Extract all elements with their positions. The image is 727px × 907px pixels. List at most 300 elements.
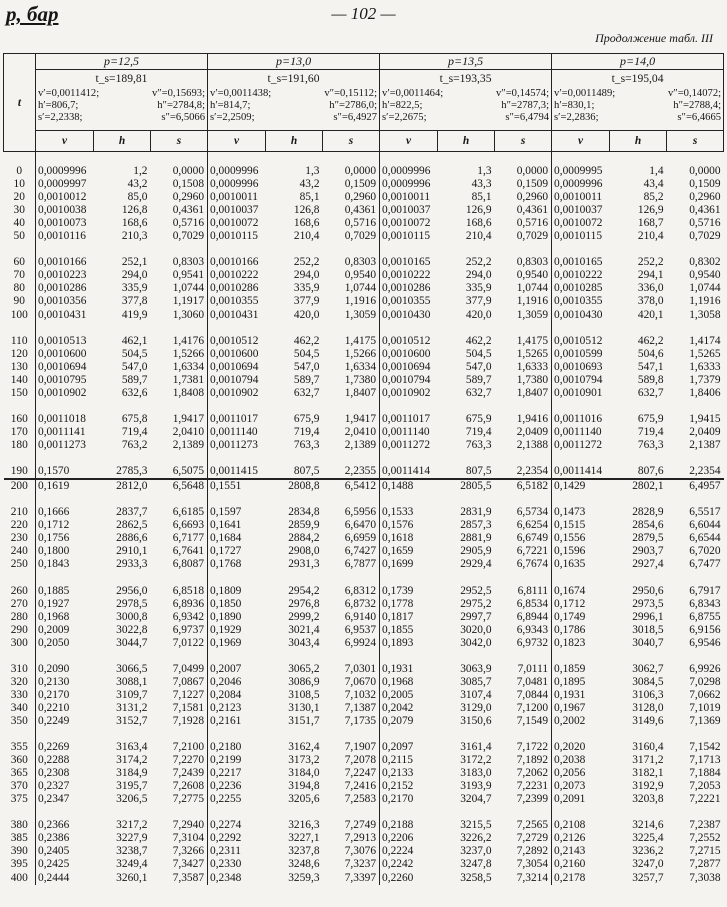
v-value-cell: 0,0010037 <box>380 204 438 217</box>
v-value-cell: 0,2050 <box>36 637 94 650</box>
saturation-info-3 <box>380 70 552 131</box>
s-value-cell: 1,6334 <box>344 360 377 373</box>
h-value-cell: 3204,7 <box>460 793 492 806</box>
table-row <box>4 793 724 806</box>
temperature-cell: 150 <box>4 387 36 400</box>
v-value-cell: 0,2249 <box>36 715 94 728</box>
h-value-cell: 3184,0 <box>288 767 320 780</box>
h-value-cell: 335,9 <box>121 282 148 295</box>
s-value-cell: 6,7917 <box>689 584 721 597</box>
v-value-cell: 0,0009996 <box>208 165 266 178</box>
temperature-cell: 355 <box>4 741 36 754</box>
page-number: — 102 — <box>331 4 396 23</box>
v-value-cell: 0,2188 <box>380 819 438 832</box>
s-value-cell: 7,1735 <box>344 714 377 727</box>
v-double-prime: v″=0,15112; <box>324 88 378 99</box>
s-value-cell: 7,2387 <box>689 819 721 832</box>
h-value-cell: 2954,2 <box>288 584 320 597</box>
s-value-cell: 6,9546 <box>689 636 721 649</box>
v-value-cell: 0,1699 <box>380 558 438 571</box>
temperature-cell: 220 <box>4 519 36 532</box>
s-column-header: s <box>495 131 552 152</box>
h-value-cell: 85,1 <box>471 191 492 204</box>
s-value-cell: 6,5412 <box>344 480 377 493</box>
v-value-cell: 0,2292 <box>208 832 266 845</box>
h-value-cell: 43,3 <box>471 178 492 191</box>
h-value-cell: 2927,4 <box>632 558 664 571</box>
h-value-cell: 3042,0 <box>460 636 492 649</box>
s-value-cell: 1,9417 <box>344 412 377 425</box>
h-value-cell: 3247,0 <box>632 858 664 871</box>
v-value-cell: 0,1727 <box>208 545 266 558</box>
temperature-cell: 210 <box>4 506 36 519</box>
h-value-cell: 3259,3 <box>288 871 320 884</box>
h-value-cell: 2862,5 <box>116 519 148 532</box>
h-value-cell: 335,9 <box>465 282 492 295</box>
v-value-cell: 0,0010356 <box>36 295 94 308</box>
h-value-cell: 2886,6 <box>116 532 148 545</box>
h-value-cell: 504,5 <box>293 347 320 360</box>
v-value-cell: 0,1809 <box>208 585 266 598</box>
s-value-cell: 7,0298 <box>689 675 721 688</box>
s-value-cell: 7,2062 <box>516 767 549 780</box>
v-value-cell: 0,2224 <box>380 845 438 858</box>
pressure-label-2: p=13,0 <box>208 54 380 70</box>
v-value-cell: 0,0009996 <box>380 165 438 178</box>
s-double-prime: s″=6,5066 <box>161 112 206 123</box>
s-value-cell: 1,6334 <box>172 360 205 373</box>
h-value-cell: 2910,1 <box>116 545 148 558</box>
s-value-cell: 6,5734 <box>516 506 549 519</box>
s-value-cell: 7,0111 <box>517 662 549 675</box>
h-value-cell: 2976,8 <box>288 597 320 610</box>
v-double-prime: v″=0,14574; <box>495 88 550 99</box>
temperature-cell: 400 <box>4 872 36 885</box>
v-value-cell: 0,1641 <box>208 519 266 532</box>
temperature-cell: 390 <box>4 845 36 858</box>
h-value-cell: 168,6 <box>121 217 148 230</box>
h-value-cell: 589,7 <box>465 373 492 386</box>
v-value-cell: 0,2386 <box>36 832 94 845</box>
h-value-cell: 3182,1 <box>632 767 664 780</box>
temperature-cell: 350 <box>4 715 36 728</box>
s-value-cell: 0,4361 <box>516 204 549 217</box>
temperature-cell: 385 <box>4 832 36 845</box>
h-value-cell: 3214,6 <box>632 819 664 832</box>
table-row <box>4 256 724 269</box>
s-value-cell: 0,1509 <box>344 178 377 191</box>
v-column-header: v <box>208 131 266 152</box>
v-value-cell: 0,1712 <box>36 519 94 532</box>
saturation-temperature: t_s=189,81 <box>95 72 148 85</box>
v-value-cell: 0,2311 <box>208 845 266 858</box>
s-value-cell: 6,8944 <box>516 610 549 623</box>
h-value-cell: 2908,0 <box>288 545 320 558</box>
s-column-header: s <box>151 131 208 152</box>
s-value-cell: 1,3059 <box>516 308 549 321</box>
table-row <box>4 426 724 439</box>
h-value-cell: 210,4 <box>293 230 320 243</box>
h-value-cell: 2997,7 <box>460 610 492 623</box>
h-value-cell: 3236,2 <box>632 845 664 858</box>
v-value-cell: 0,0010011 <box>552 191 610 204</box>
v-value-cell: 0,0010222 <box>380 269 438 282</box>
h-value-cell: 1,3 <box>305 165 320 177</box>
s-value-cell: 6,9537 <box>344 623 377 636</box>
s-value-cell: 6,7477 <box>689 558 721 571</box>
h-value-cell: 807,5 <box>438 465 495 479</box>
s-value-cell: 6,8518 <box>172 584 205 597</box>
page-header <box>0 0 727 50</box>
s-value-cell: 0,0000 <box>689 165 721 177</box>
h-value-cell: 675,9 <box>293 412 320 425</box>
v-value-cell: 0,0009996 <box>36 165 94 178</box>
h-value-cell: 252,2 <box>465 256 492 269</box>
s-value-cell: 7,0662 <box>689 688 721 701</box>
h-value-cell: 2905,9 <box>460 545 492 558</box>
v-value-cell: 0,1968 <box>380 676 438 689</box>
h-value-cell: 504,5 <box>121 347 148 360</box>
temperature-cell: 160 <box>4 413 36 426</box>
v-value-cell: 0,0010901 <box>552 387 610 400</box>
h-value-cell: 547,0 <box>293 360 320 373</box>
pressure-label-1: p=12,5 <box>36 54 208 70</box>
v-value-cell: 0,0010223 <box>36 269 94 282</box>
s-value-cell: 7,2729 <box>516 832 549 845</box>
v-double-prime: v″=0,15693; <box>151 88 206 99</box>
v-column-header: v <box>36 131 94 152</box>
h-value-cell: 3063,9 <box>460 662 492 675</box>
s-value-cell: 7,2877 <box>689 858 721 871</box>
h-value-cell: 2933,3 <box>116 558 148 571</box>
s-value-cell: 0,7029 <box>344 230 377 243</box>
v-value-cell: 0,0011414 <box>380 465 438 479</box>
v-value-cell: 0,2269 <box>36 741 94 754</box>
s-value-cell: 7,1928 <box>172 714 205 727</box>
s-value-cell: 6,7221 <box>516 545 549 558</box>
v-value-cell: 0,0010285 <box>552 282 610 295</box>
saturation-info-4 <box>552 70 724 131</box>
h-value-cell: 807,5 <box>266 465 323 479</box>
v-value-cell: 0,1756 <box>36 532 94 545</box>
temperature-cell: 300 <box>4 637 36 650</box>
s-value-cell: 7,1713 <box>689 754 721 767</box>
s-value-cell: 0,1509 <box>689 178 721 191</box>
table-row <box>4 348 724 361</box>
v-value-cell: 0,2327 <box>36 780 94 793</box>
block-spacer <box>4 322 724 335</box>
v-value-cell: 0,1855 <box>380 624 438 637</box>
s-value-cell: 7,3104 <box>172 832 205 845</box>
block-spacer <box>4 493 724 506</box>
saturation-temperature: t_s=191,60 <box>267 72 320 85</box>
table-row <box>4 387 724 400</box>
h-value-cell: 3225,4 <box>632 832 664 845</box>
s-value-cell: 1,6333 <box>516 360 549 373</box>
h-value-cell: 3174,2 <box>116 754 148 767</box>
table-row <box>4 845 724 858</box>
v-value-cell: 0,2170 <box>380 793 438 806</box>
h-value-cell: 675,9 <box>637 412 664 425</box>
v-value-cell: 0,2260 <box>380 872 438 885</box>
h-value-cell: 3150,6 <box>460 714 492 727</box>
table-row <box>4 585 724 598</box>
h-value-cell: 3216,3 <box>288 819 320 832</box>
v-value-cell: 0,2255 <box>208 793 266 806</box>
s-value-cell: 0,4361 <box>689 204 721 217</box>
h-value-cell: 420,0 <box>465 308 492 321</box>
saturation-temperature: t_s=193,35 <box>439 72 492 85</box>
h-column-header: h <box>266 131 323 152</box>
v-value-cell: 0,0010355 <box>552 295 610 308</box>
v-value-cell: 0,1931 <box>552 689 610 702</box>
h-value-cell: 462,2 <box>293 334 320 347</box>
s-value-cell: 2,2355 <box>323 465 380 479</box>
s-value-cell: 7,1549 <box>516 714 549 727</box>
v-value-cell: 0,0011018 <box>36 413 94 426</box>
h-value-cell: 3257,7 <box>632 871 664 884</box>
h-value-cell: 3018,5 <box>632 623 664 636</box>
h-value-cell: 2802,1 <box>632 480 664 493</box>
v-value-cell: 0,2108 <box>552 819 610 832</box>
v-value-cell: 0,0010600 <box>208 348 266 361</box>
s-value-cell: 7,1227 <box>172 688 205 701</box>
table-row <box>4 754 724 767</box>
s-value-cell: 7,2552 <box>689 832 721 845</box>
h-value-cell: 807,6 <box>610 465 667 479</box>
s-value-cell: 1,9417 <box>172 412 205 425</box>
h-value-cell: 3107,4 <box>460 688 492 701</box>
s-value-cell: 6,6544 <box>689 532 721 545</box>
table-row <box>4 309 724 322</box>
s-value-cell: 1,5266 <box>172 347 205 360</box>
h-value-cell: 3162,4 <box>288 741 320 754</box>
s-value-cell: 0,4361 <box>172 204 205 217</box>
s-value-cell: 0,2960 <box>516 191 549 204</box>
s-value-cell: 2,1389 <box>344 438 377 451</box>
v-value-cell: 0,2236 <box>208 780 266 793</box>
s-value-cell: 6,9156 <box>689 623 721 636</box>
table-row <box>4 715 724 728</box>
v-value-cell: 0,2217 <box>208 767 266 780</box>
v-value-cell: 0,0010165 <box>380 256 438 269</box>
h-value-cell: 85,2 <box>643 191 664 204</box>
h-value-cell: 3248,6 <box>288 858 320 871</box>
h-value-cell: 3109,7 <box>116 688 148 701</box>
h-prime: h′=806,7; <box>38 100 79 111</box>
s-value-cell: 7,1032 <box>344 688 377 701</box>
v-value-cell: 0,0009996 <box>380 178 438 191</box>
h-value-cell: 763,3 <box>293 438 320 451</box>
h-value-cell: 675,9 <box>465 412 492 425</box>
v-value-cell: 0,0010355 <box>208 295 266 308</box>
v-value-cell: 0,0010072 <box>208 217 266 230</box>
s-value-cell: 1,0744 <box>172 282 205 295</box>
h-value-cell: 43,2 <box>299 178 320 191</box>
h-value-cell: 632,7 <box>637 386 664 399</box>
h-value-cell: 2973,5 <box>632 597 664 610</box>
v-value-cell: 0,0010513 <box>36 335 94 348</box>
s-value-cell: 1,7380 <box>344 373 377 386</box>
table-row <box>4 832 724 845</box>
h-value-cell: 252,2 <box>293 256 320 269</box>
h-value-cell: 1,2 <box>133 165 148 177</box>
table-row <box>4 611 724 624</box>
v-value-cell: 0,2210 <box>36 702 94 715</box>
h-value-cell: 2931,3 <box>288 558 320 571</box>
s-value-cell: 6,5075 <box>151 465 208 479</box>
s-value-cell: 0,9540 <box>344 269 377 282</box>
block-spacer <box>4 152 724 166</box>
s-value-cell: 1,3058 <box>689 308 721 321</box>
block-spacer <box>4 650 724 663</box>
h-value-cell: 2834,8 <box>288 506 320 519</box>
h-value-cell: 2879,5 <box>632 532 664 545</box>
s-value-cell: 6,8111 <box>517 584 549 597</box>
table-row <box>4 230 724 243</box>
s-value-cell: 2,2354 <box>495 465 552 479</box>
h-value-cell: 168,6 <box>465 217 492 230</box>
s-value-cell: 6,5956 <box>344 506 377 519</box>
table-row <box>4 269 724 282</box>
h-value-cell: 547,1 <box>637 360 664 373</box>
h-value-cell: 3194,8 <box>288 780 320 793</box>
table-row <box>4 465 724 479</box>
v-value-cell: 0,1684 <box>208 532 266 545</box>
s-value-cell: 6,8312 <box>344 584 377 597</box>
h-value-cell: 3084,5 <box>632 675 664 688</box>
h-value-cell: 3021,4 <box>288 623 320 636</box>
saturation-info-2 <box>208 70 380 131</box>
v-value-cell: 0,0010115 <box>208 230 266 243</box>
v-value-cell: 0,2079 <box>380 715 438 728</box>
saturation-temperature: t_s=195,04 <box>611 72 664 85</box>
table-row <box>4 178 724 191</box>
temperature-cell: 360 <box>4 754 36 767</box>
v-value-cell: 0,0010599 <box>552 348 610 361</box>
h-value-cell: 504,5 <box>465 347 492 360</box>
h-value-cell: 2978,5 <box>116 597 148 610</box>
h-value-cell: 3206,5 <box>116 793 148 806</box>
h-value-cell: 3088,1 <box>116 675 148 688</box>
s-value-cell: 1,1916 <box>344 295 377 308</box>
v-value-cell: 0,0010355 <box>380 295 438 308</box>
v-value-cell: 0,0010222 <box>552 269 610 282</box>
v-value-cell: 0,2073 <box>552 780 610 793</box>
h-value-cell: 3128,0 <box>632 701 664 714</box>
v-value-cell: 0,0010600 <box>380 348 438 361</box>
s-value-cell: 1,4174 <box>689 334 721 347</box>
s-value-cell: 7,0844 <box>516 688 549 701</box>
temperature-cell: 290 <box>4 624 36 637</box>
h-value-cell: 2854,6 <box>632 519 664 532</box>
v-value-cell: 0,1929 <box>208 624 266 637</box>
v-value-cell: 0,0010116 <box>36 230 94 243</box>
h-value-cell: 1,4 <box>649 165 664 177</box>
s-value-cell: 0,2960 <box>172 191 205 204</box>
h-value-cell: 419,9 <box>121 308 148 321</box>
v-value-cell: 0,1823 <box>552 637 610 650</box>
s-value-cell: 7,1369 <box>689 714 721 727</box>
v-prime: v′=0,0011412; <box>38 88 100 99</box>
v-value-cell: 0,0010693 <box>552 361 610 374</box>
h-value-cell: 2999,2 <box>288 610 320 623</box>
s-value-cell: 1,5266 <box>344 347 377 360</box>
temperature-cell: 180 <box>4 439 36 452</box>
s-value-cell: 7,0301 <box>344 662 377 675</box>
s-value-cell: 0,9540 <box>689 269 721 282</box>
h-double-prime: h″=2786,0; <box>329 100 378 111</box>
v-value-cell: 0,1893 <box>380 637 438 650</box>
v-prime: v′=0,0011489; <box>554 88 616 99</box>
v-value-cell: 0,0011272 <box>552 439 610 452</box>
v-value-cell: 0,1515 <box>552 519 610 532</box>
v-value-cell: 0,1885 <box>36 585 94 598</box>
temperature-cell: 170 <box>4 426 36 439</box>
h-value-cell: 3237,8 <box>288 845 320 858</box>
h-value-cell: 719,4 <box>293 425 320 438</box>
s-value-cell: 1,7381 <box>172 373 205 386</box>
v-value-cell: 0,0010072 <box>552 217 610 230</box>
h-value-cell: 3062,7 <box>632 662 664 675</box>
h-value-cell: 294,0 <box>121 269 148 282</box>
temperature-cell: 330 <box>4 689 36 702</box>
table-row <box>4 780 724 793</box>
s-value-cell: 6,6185 <box>172 506 205 519</box>
v-column-header: v <box>380 131 438 152</box>
v-value-cell: 0,0010011 <box>380 191 438 204</box>
table-row <box>4 165 724 178</box>
s-value-cell: 6,7877 <box>344 558 377 571</box>
h-value-cell: 3020,0 <box>460 623 492 636</box>
v-value-cell: 0,2347 <box>36 793 94 806</box>
v-value-cell: 0,1778 <box>380 598 438 611</box>
s-value-cell: 7,3397 <box>344 871 377 884</box>
v-value-cell: 0,0011414 <box>552 465 610 479</box>
s-value-cell: 7,2247 <box>344 767 377 780</box>
temperature-cell: 370 <box>4 780 36 793</box>
v-value-cell: 0,0011273 <box>36 439 94 452</box>
h-value-cell: 589,8 <box>637 373 664 386</box>
s-value-cell: 1,1916 <box>689 295 721 308</box>
h-value-cell: 3160,4 <box>632 741 664 754</box>
temperature-cell: 70 <box>4 269 36 282</box>
s-value-cell: 6,6693 <box>172 519 205 532</box>
h-value-cell: 763,3 <box>637 438 664 451</box>
s-value-cell: 7,1907 <box>344 741 377 754</box>
v-value-cell: 0,0010795 <box>36 374 94 387</box>
h-value-cell: 719,4 <box>465 425 492 438</box>
h-value-cell: 210,4 <box>465 230 492 243</box>
h-value-cell: 252,2 <box>637 256 664 269</box>
v-value-cell: 0,0010166 <box>36 256 94 269</box>
v-value-cell: 0,1927 <box>36 598 94 611</box>
table-row <box>4 545 724 558</box>
s-value-cell: 7,2221 <box>689 793 721 806</box>
h-value-cell: 2952,5 <box>460 584 492 597</box>
s-value-cell: 7,2940 <box>172 819 205 832</box>
header-unit-label: p, бар <box>6 2 59 26</box>
v-value-cell: 0,0011017 <box>380 413 438 426</box>
s-value-cell: 7,2416 <box>344 780 377 793</box>
h-value-cell: 3192,9 <box>632 780 664 793</box>
v-value-cell: 0,0010012 <box>36 191 94 204</box>
s-value-cell: 7,0499 <box>172 662 205 675</box>
s-value-cell: 6,9926 <box>689 662 721 675</box>
s-value-cell: 0,7029 <box>689 230 721 243</box>
table-row <box>4 191 724 204</box>
s-value-cell: 7,2399 <box>516 793 549 806</box>
